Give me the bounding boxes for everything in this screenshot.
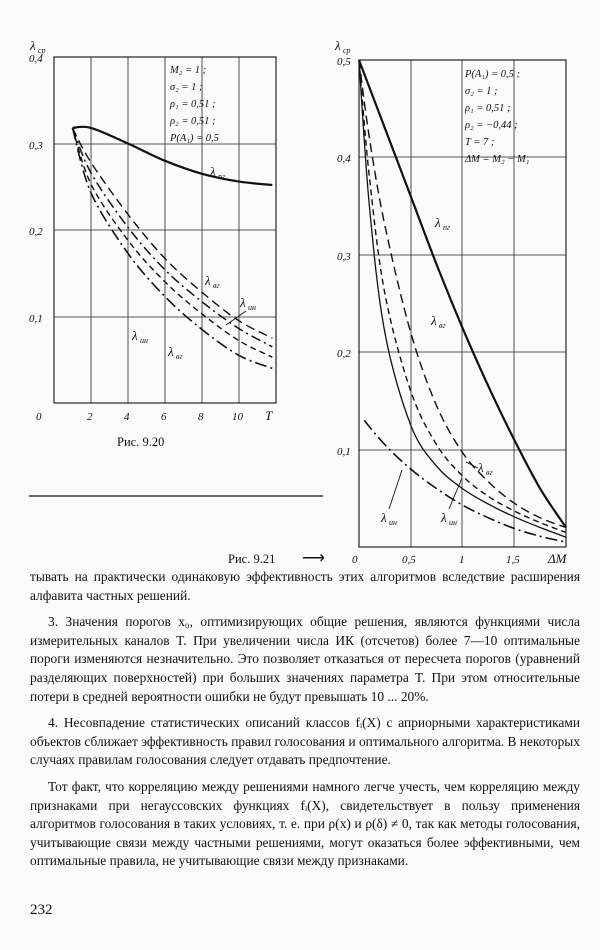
fig920-curve-label: λ — [210, 164, 216, 179]
fig920-curve-label: λ — [132, 328, 138, 343]
fig921-param: σ₂ = 1 ; — [465, 86, 498, 97]
fig920-x-axis-label: T — [265, 408, 273, 423]
fig921-x-axis-label: ΔM — [548, 551, 567, 566]
fig920-curve-label-sub: ин — [140, 336, 148, 345]
fig921-x-tick: 1,5 — [506, 554, 520, 566]
fig920-x-tick: 10 — [232, 411, 243, 423]
chart-series-line-4 — [73, 128, 273, 357]
fig921-param: ρ₁ = 0,51 ; — [465, 103, 511, 114]
fig921-curve-label-sub: вг — [439, 321, 446, 330]
fig920-param: M₂ = 1 ; — [170, 65, 207, 76]
fig920-y-axis-label: λ — [30, 38, 36, 53]
paragraph: 3. Значения порогов x₀, оптимизирующих общие решения, являются функциями числа измерительных каналов T. При увеличении числа ИК (отсчетов) более 7—10 оптимальные пороги изменяются незначительно. Это позволяет отказаться от пересчета порогов (уравнений разделяющих поверхностей) при больших значениях параметра T. При этом относительные потери в средней вероятности ошибки не будут превышать 10 ... 20%. — [30, 614, 580, 704]
fig920-param: ρ₂ = 0,51 ; — [170, 116, 216, 127]
fig920-param: ρ₁ = 0,51 ; — [170, 99, 216, 110]
page-number: 232 — [30, 902, 53, 918]
figure-9-20 — [29, 38, 276, 449]
fig921-curve-label-sub: вг — [486, 468, 493, 477]
fig921-caption-arrow: ⟶ — [302, 550, 325, 567]
paragraph: Тот факт, что корреляцию между решениями намного легче учесть, чем корреляцию между признаками при негауссовских функциях fᵢ(X), свидетельствует в пользу применения алгоритмов голосования в таких условиях, т. е. при ρ(x) и ρ(δ) ≠ 0, так как методы голосования, учитывающие связи между частными решениями, могут оказаться более эффективными, чем оптимальные правила, не учитывающие связи между признаками. — [30, 778, 580, 869]
fig921-plot-frame — [359, 60, 566, 547]
fig921-curve-label: λ — [435, 215, 441, 230]
paragraph: 4. Несовпадение статистических описаний классов fᵢ(X) с априорными характеристиками объектов сближает эффективность правил голосования и оптимального алгоритма. В некоторых случаях правилам голосования следует отдавать предпочтение. — [30, 715, 580, 768]
fig920-y-tick: 0,4 — [29, 53, 43, 65]
fig920-caption: Рис. 9.20 — [117, 435, 165, 449]
fig921-y-tick: 0,1 — [337, 446, 351, 458]
fig920-x-tick: 4 — [124, 411, 130, 423]
fig920-curve-label: λ — [168, 344, 174, 359]
fig920-params-block — [169, 65, 219, 144]
fig920-y-tick: 0,1 — [29, 313, 43, 325]
fig920-x-tick: 8 — [198, 411, 204, 423]
fig921-y-axis-sub: ср — [343, 46, 351, 55]
fig921-x-tick: 1 — [459, 554, 465, 566]
fig921-y-tick: 0,4 — [337, 153, 351, 165]
fig921-param: ρ₂ = −0,44 ; — [465, 120, 518, 131]
chart-series-line-4 — [359, 60, 566, 537]
fig921-curve-label: λ — [381, 510, 387, 525]
fig921-curve-label-sub: ин — [449, 518, 457, 527]
fig920-curve-label-sub: вг — [176, 352, 183, 361]
figure-9-21 — [228, 38, 568, 567]
fig920-param: P(A₁) = 0,5 — [170, 133, 219, 144]
fig920-x-tick: 6 — [161, 411, 167, 423]
fig920-param: σ₂ = 1 ; — [170, 82, 203, 93]
fig920-curves — [73, 127, 273, 369]
fig921-caption: Рис. 9.21 — [228, 552, 276, 566]
fig921-params-block — [464, 69, 529, 165]
fig921-curve-label: λ — [431, 313, 437, 328]
fig921-leader-line — [389, 470, 402, 509]
fig920-curve-label: λ — [205, 273, 211, 288]
fig921-curves — [359, 60, 566, 542]
fig920-y-tick: 0,3 — [29, 140, 43, 152]
chart-series-line-2 — [359, 60, 566, 528]
fig921-curve-label-sub: пг — [443, 223, 451, 232]
fig921-x-tick: 0 — [352, 554, 358, 566]
fig920-y-axis-sub: ср — [38, 46, 46, 55]
body-text — [30, 568, 580, 879]
chart-series-line-3 — [359, 60, 566, 532]
paragraph: тывать на практически одинаковую эффективность этих алгоритмов вследствие расширения алфавита частных решений. — [30, 569, 580, 603]
fig920-x-tick: 2 — [87, 411, 93, 423]
fig920-grid — [54, 57, 276, 403]
fig921-y-tick: 0,5 — [337, 56, 351, 68]
fig921-param: ΔM = M₂ − M₁ — [465, 154, 530, 165]
fig921-y-axis-label: λ — [335, 38, 341, 53]
fig920-y-tick: 0,2 — [29, 226, 43, 238]
fig921-curve-label: λ — [441, 510, 447, 525]
fig921-x-tick: 0,5 — [402, 554, 416, 566]
fig921-curve-label: λ — [478, 460, 484, 475]
fig920-curve-label-sub: вг — [213, 281, 220, 290]
fig920-curve-label-sub: пг — [218, 172, 226, 181]
fig921-grid — [359, 60, 566, 547]
chart-series-line-1 — [359, 60, 566, 528]
fig920-x-tick: 0 — [36, 411, 42, 423]
fig921-leader-line — [466, 462, 478, 468]
fig921-param: T = 7 ; — [465, 137, 495, 148]
fig921-y-tick: 0,3 — [337, 251, 351, 263]
fig920-curve-label-sub: ин — [248, 303, 256, 312]
fig920-curve-label: λ — [240, 295, 246, 310]
fig921-param: P(A₁) = 0,5 ; — [465, 69, 521, 80]
fig921-curve-label-sub: ин — [389, 518, 397, 527]
fig921-y-tick: 0,2 — [337, 348, 351, 360]
